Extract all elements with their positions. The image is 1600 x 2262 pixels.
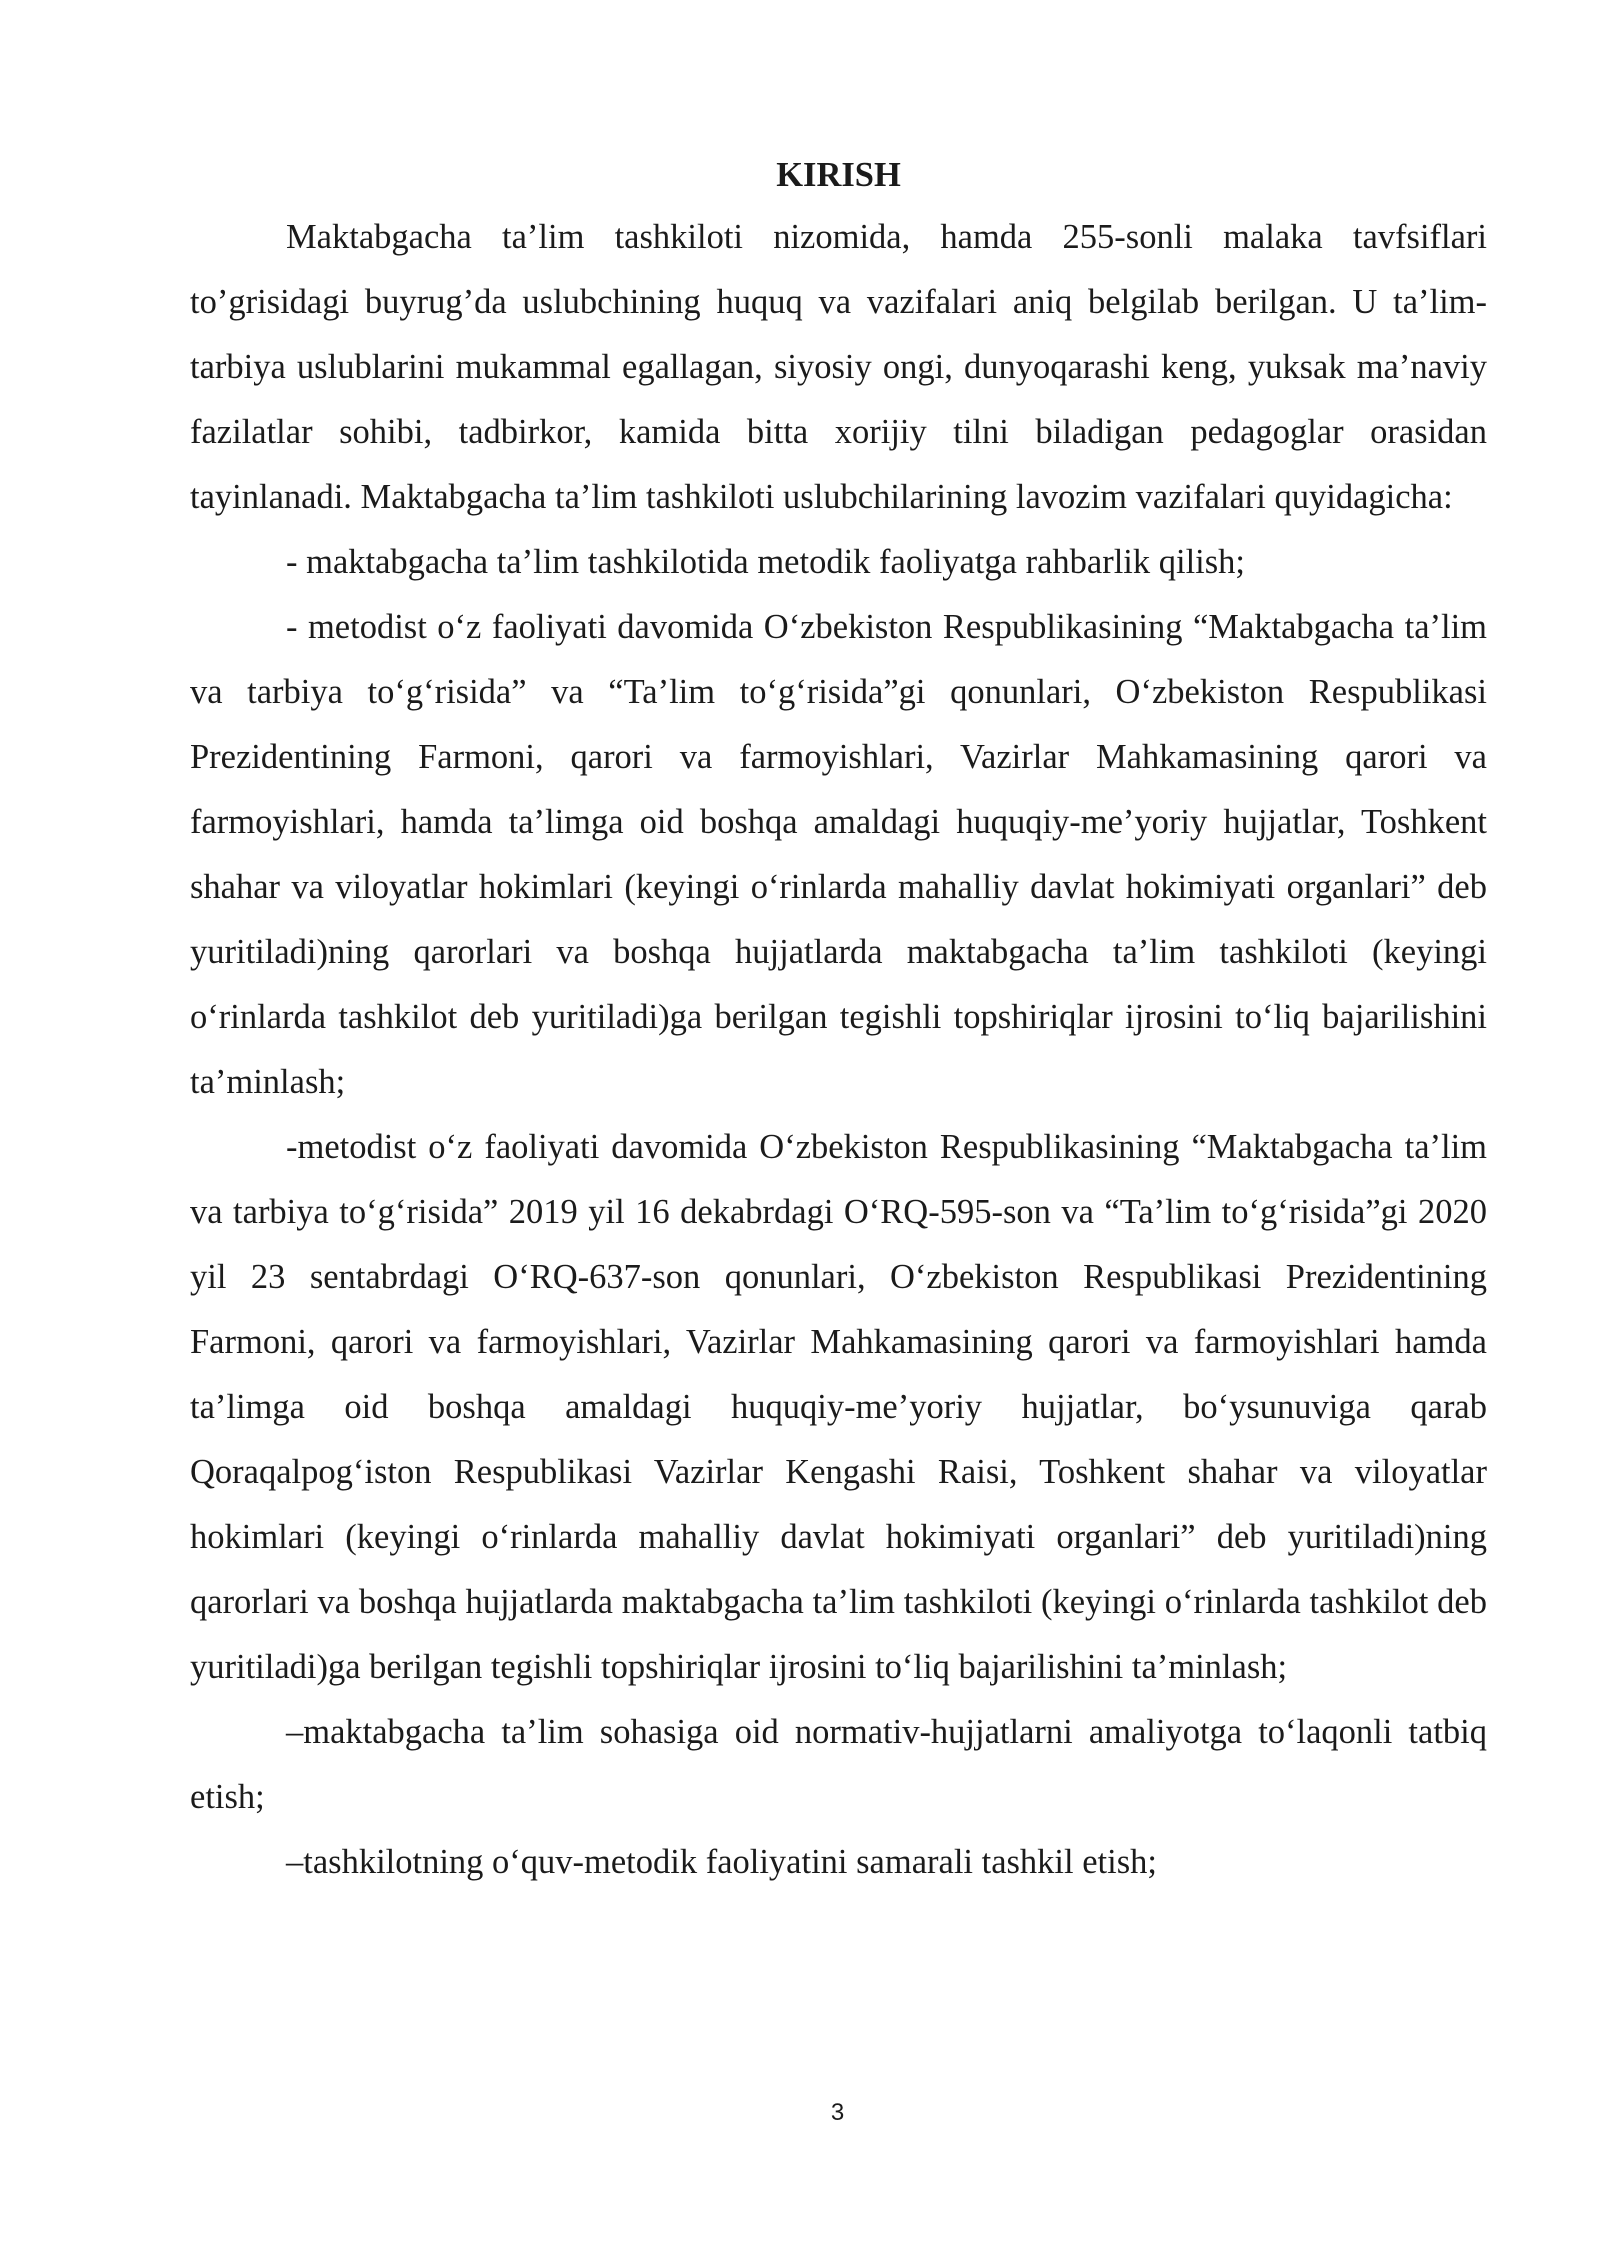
duty-item-normative-documents: –maktabgacha ta’lim sohasiga oid normativ-hujjatlarni amaliyotga to‘laqonli tatbiq etish; [190,1713,1487,1816]
section-title: KIRISH [776,156,901,194]
page-body [190,145,1487,1895]
page-number: 3 [830,2099,845,2126]
duty-item-ensure-execution-detailed: -metodist o‘z faoliyati davomida O‘zbekiston Respublikasining “Maktabgacha ta’lim va tarbiya to‘g‘risida” 2019 yil 16 dekabrdagi O‘RQ-595-son va “Ta’lim to‘g‘risida”gi 2020 yil 23 sentabrdagi O‘RQ-637-son qonunlari, O‘zbekiston Respublikasi Prezidentining Farmoni, qarori va farmoyishlari, Vazirlar Mahkamasining qarori va farmoyishlari hamda ta’limga oid boshqa amaldagi huquqiy-me’yoriy hujjatlar, bo‘ysunuviga qarab Qoraqalpog‘iston Respublikasi Vazirlar Kengashi Raisi, Toshkent shahar va viloyatlar hokimlari (keyingi o‘rinlarda mahalliy davlat hokimiyati organlari” deb yuritiladi)ning qarorlari va boshqa hujjatlarda maktabgacha ta’lim tashkiloti (keyingi o‘rinlarda tashkilot deb yuritiladi)ga berilgan tegishli topshiriqlar ijrosini to‘liq bajarilishini ta’minlash; [190,1128,1487,1686]
intro-paragraph: Maktabgacha ta’lim tashkiloti nizomida, hamda 255-sonli malaka tavfsiflari to’grisidagi buyrug’da uslubchining huquq va vazifalari aniq belgilab berilgan. U ta’lim-tarbiya uslublarini mukammal egallagan, siyosiy ongi, dunyoqarashi keng, yuksak ma’naviy fazilatlar sohibi, tadbirkor, kamida bitta xorijiy tilni biladigan pedagoglar orasidan tayinlanadi. Maktabgacha ta’lim tashkiloti uslubchilarining lavozim vazifalari quyidagicha: [190,218,1487,516]
duty-item-ensure-execution: - metodist o‘z faoliyati davomida O‘zbekiston Respublikasining “Maktabgacha ta’lim va tarbiya to‘g‘risida” va “Ta’lim to‘g‘risida”gi qonunlari, O‘zbekiston Respublikasi Prezidentining Farmoni, qarori va farmoyishlari, Vazirlar Mahkamasining qarori va farmoyishlari, hamda ta’limga oid boshqa amaldagi huquqiy-me’yoriy hujjatlar, Toshkent shahar va viloyatlar hokimlari (keyingi o‘rinlarda mahalliy davlat hokimiyati organlari” deb yuritiladi)ning qarorlari va boshqa hujjatlarda maktabgacha ta’lim tashkiloti (keyingi o‘rinlarda tashkilot deb yuritiladi)ga berilgan tegishli topshiriqlar ijrosini to‘liq bajarilishini ta’minlash; [190,608,1487,1101]
duty-item-educational-activity: –tashkilotning o‘quv-metodik faoliyatini samarali tashkil etish; [286,1843,1157,1881]
duty-item-methodical-leadership: - maktabgacha ta’lim tashkilotida metodik faoliyatga rahbarlik qilish; [286,543,1246,581]
